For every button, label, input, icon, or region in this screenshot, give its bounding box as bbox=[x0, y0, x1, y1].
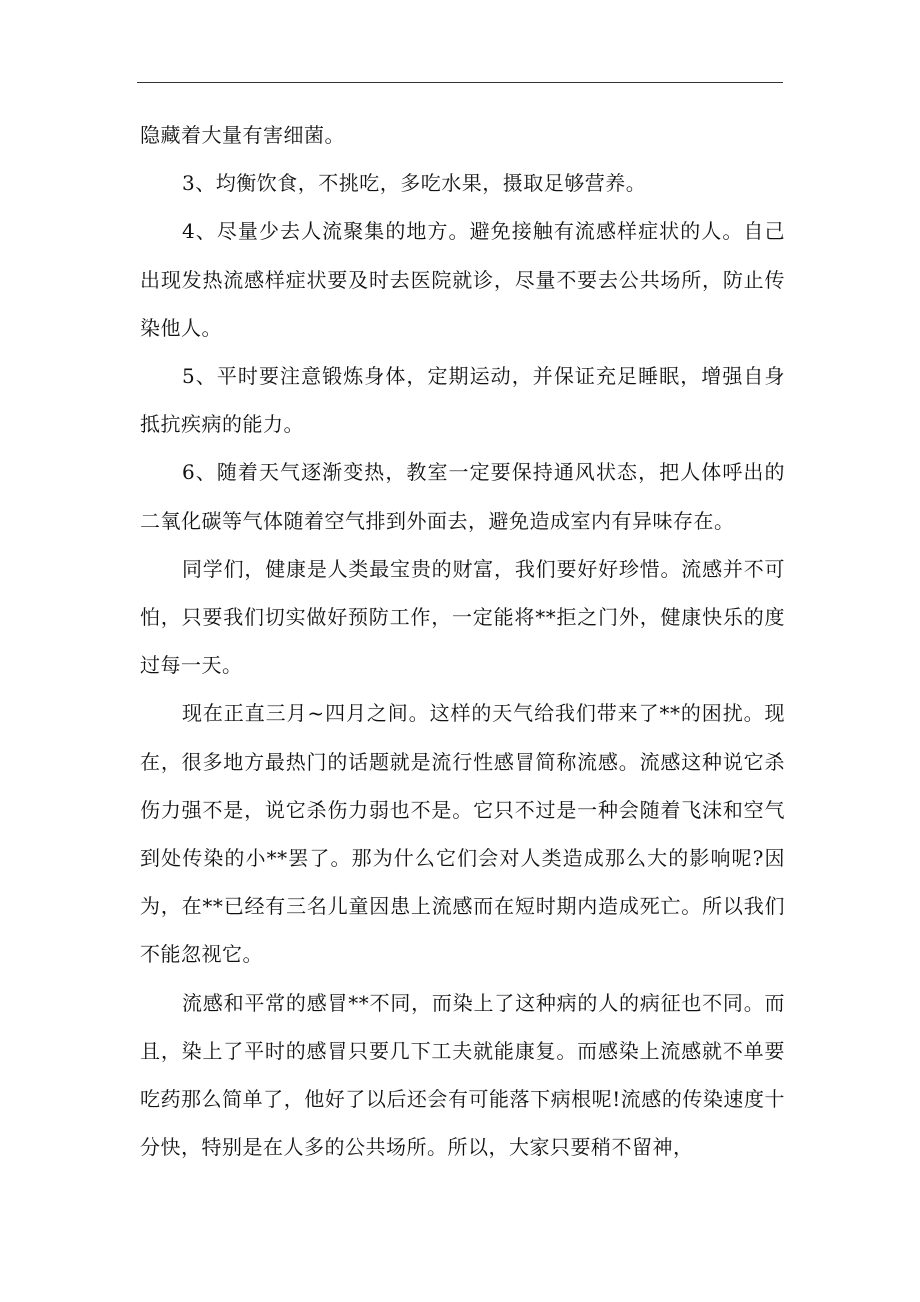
header-rule bbox=[137, 82, 783, 83]
paragraph: 6、随着天气逐渐变热，教室一定要保持通风状态，把人体呼出的二氧化碳等气体随着空气排到外面去，避免造成室内有异味存在。 bbox=[140, 460, 785, 533]
paragraph: 3、均衡饮食，不挑吃，多吃水果，摄取足够营养。 bbox=[182, 171, 647, 196]
paragraph: 流感和平常的感冒**不同，而染上了这种病的人的病征也不同。而且，染上了平时的感冒只要几下工夫就能康复。而感染上流感就不单要吃药那么简单了，他好了以后还会有可能落下病根呢!流感的传染速度十分快，特别是在人多的公共场所。所以，大家只要稍不留神， bbox=[140, 990, 785, 1160]
paragraph: 隐藏着大量有害细菌。 bbox=[140, 123, 345, 147]
paragraph: 现在正直三月~四月之间。这样的天气给我们带来了**的困扰。现在，很多地方最热门的话题就是流行性感冒简称流感。流感这种说它杀伤力强不是，说它杀伤力弱也不是。它只不过是一种会随着飞沫和空气到处传染的小**罢了。那为什么它们会对人类造成那么大的影响呢?因为，在**已经有三名儿童因患上流感而在短时期内造成死亡。所以我们不能忽视它。 bbox=[140, 701, 785, 967]
paragraph: 4、尽量少去人流聚集的地方。避免接触有流感样症状的人。自己出现发热流感样症状要及时去医院就诊，尽量不要去公共场所，防止传染他人。 bbox=[140, 219, 785, 340]
document-body bbox=[140, 111, 785, 1171]
paragraph: 5、平时要注意锻炼身体，定期运动，并保证充足睡眠，增强自身抵抗疾病的能力。 bbox=[140, 364, 785, 437]
paragraph: 同学们，健康是人类最宝贵的财富，我们要好好珍惜。流感并不可怕，只要我们切实做好预防工作，一定能将**拒之门外，健康快乐的度过每一天。 bbox=[140, 556, 785, 678]
